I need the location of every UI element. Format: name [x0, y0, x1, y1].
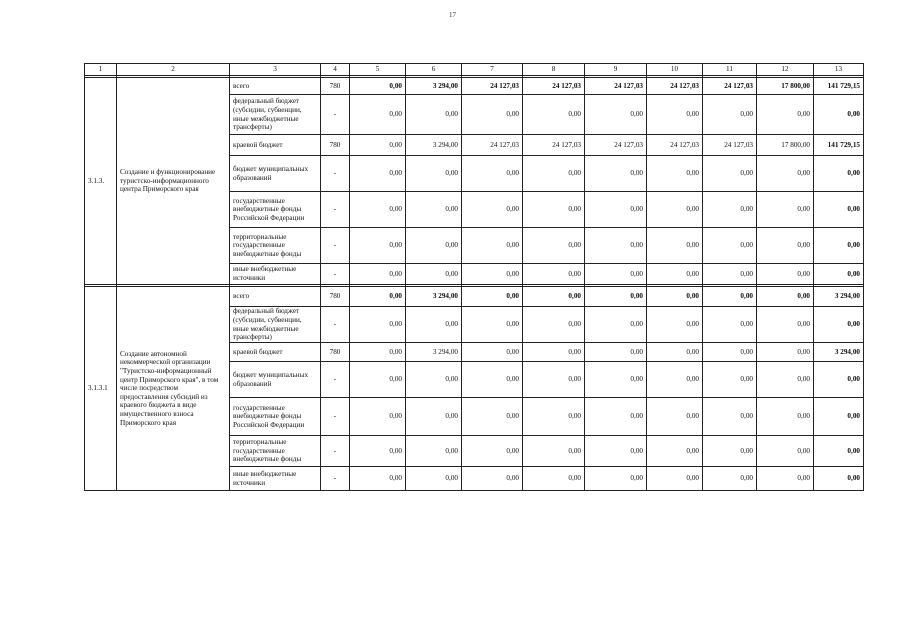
funding-source: всего: [230, 287, 321, 307]
year-amount: 0,00: [350, 343, 406, 362]
column-header: 8: [523, 64, 585, 76]
item-name: Создание автономной некоммерческой организации "Туристско-информационный центр Приморского края", в том числе посредством предоставления субсидий из краевого бюджета в виде имущественного взноса Приморского края: [117, 287, 230, 491]
year-amount: 24 127,03: [703, 78, 757, 95]
year-amount: 0,00: [523, 467, 585, 491]
year-amount: 0,00: [647, 343, 703, 362]
budget-code: -: [321, 467, 350, 491]
year-amount: 0,00: [350, 135, 406, 156]
year-amount: 0,00: [406, 156, 462, 192]
funding-source: краевой бюджет: [230, 343, 321, 362]
total-amount: 0,00: [814, 436, 864, 467]
budget-code: -: [321, 192, 350, 228]
year-amount: 0,00: [703, 264, 757, 285]
budget-code: -: [321, 156, 350, 192]
year-amount: 0,00: [462, 436, 523, 467]
funding-source: федеральный бюджет (субсидии, субвенции, иные межбюджетные трансферты): [230, 307, 321, 343]
funding-source: бюджет муниципальных образований: [230, 156, 321, 192]
year-amount: 0,00: [585, 398, 647, 436]
year-amount: 0,00: [523, 343, 585, 362]
year-amount: 0,00: [406, 436, 462, 467]
year-amount: 0,00: [585, 343, 647, 362]
year-amount: 0,00: [647, 192, 703, 228]
year-amount: 0,00: [757, 362, 814, 398]
year-amount: 0,00: [523, 264, 585, 285]
year-amount: 0,00: [585, 287, 647, 307]
year-amount: 0,00: [647, 287, 703, 307]
year-amount: 0,00: [523, 192, 585, 228]
year-amount: 0,00: [350, 307, 406, 343]
year-amount: 0,00: [585, 307, 647, 343]
year-amount: 0,00: [350, 228, 406, 264]
item-code: 3.1.3.1: [85, 287, 117, 491]
year-amount: 0,00: [703, 343, 757, 362]
column-header: 1: [85, 64, 117, 76]
year-amount: 24 127,03: [523, 78, 585, 95]
year-amount: 24 127,03: [647, 135, 703, 156]
total-amount: 0,00: [814, 156, 864, 192]
column-header: 11: [703, 64, 757, 76]
year-amount: 0,00: [757, 264, 814, 285]
year-amount: 0,00: [647, 362, 703, 398]
year-amount: 0,00: [350, 95, 406, 135]
year-amount: 0,00: [350, 156, 406, 192]
year-amount: 0,00: [647, 95, 703, 135]
year-amount: 0,00: [585, 362, 647, 398]
budget-code: -: [321, 362, 350, 398]
year-amount: 24 127,03: [647, 78, 703, 95]
year-amount: 0,00: [462, 228, 523, 264]
year-amount: 0,00: [757, 156, 814, 192]
total-amount: 0,00: [814, 192, 864, 228]
year-amount: 0,00: [523, 436, 585, 467]
total-amount: 0,00: [814, 467, 864, 491]
year-amount: 0,00: [406, 264, 462, 285]
year-amount: 0,00: [523, 95, 585, 135]
budget-code: -: [321, 307, 350, 343]
year-amount: 0,00: [350, 264, 406, 285]
year-amount: 0,00: [647, 467, 703, 491]
year-amount: 0,00: [757, 228, 814, 264]
year-amount: 0,00: [523, 307, 585, 343]
total-amount: 0,00: [814, 264, 864, 285]
year-amount: 0,00: [703, 228, 757, 264]
year-amount: 24 127,03: [523, 135, 585, 156]
budget-code: -: [321, 436, 350, 467]
column-header: 12: [757, 64, 814, 76]
total-amount: 0,00: [814, 398, 864, 436]
column-header: 3: [230, 64, 321, 76]
total-amount: 0,00: [814, 362, 864, 398]
year-amount: 0,00: [406, 307, 462, 343]
year-amount: 0,00: [406, 95, 462, 135]
total-amount: 0,00: [814, 307, 864, 343]
year-amount: 0,00: [462, 192, 523, 228]
funding-source: территориальные государственные внебюджетные фонды: [230, 228, 321, 264]
year-amount: 24 127,03: [703, 135, 757, 156]
year-amount: 0,00: [406, 467, 462, 491]
year-amount: 0,00: [406, 362, 462, 398]
year-amount: 0,00: [350, 436, 406, 467]
year-amount: 0,00: [757, 398, 814, 436]
year-amount: 0,00: [462, 156, 523, 192]
column-header: 6: [406, 64, 462, 76]
year-amount: 0,00: [703, 287, 757, 307]
funding-source: иные внебюджетные источники: [230, 467, 321, 491]
year-amount: 0,00: [523, 362, 585, 398]
year-amount: 3 294,00: [406, 287, 462, 307]
budget-code: 780: [321, 343, 350, 362]
year-amount: 0,00: [647, 436, 703, 467]
year-amount: 0,00: [523, 287, 585, 307]
year-amount: 0,00: [703, 398, 757, 436]
year-amount: 0,00: [757, 436, 814, 467]
year-amount: 0,00: [647, 228, 703, 264]
funding-source: бюджет муниципальных образований: [230, 362, 321, 398]
year-amount: 0,00: [703, 95, 757, 135]
year-amount: 0,00: [703, 307, 757, 343]
year-amount: 0,00: [647, 264, 703, 285]
year-amount: 0,00: [462, 398, 523, 436]
funding-source: федеральный бюджет (субсидии, субвенции, иные межбюджетные трансферты): [230, 95, 321, 135]
year-amount: 0,00: [585, 228, 647, 264]
year-amount: 0,00: [757, 287, 814, 307]
year-amount: 0,00: [703, 156, 757, 192]
year-amount: 24 127,03: [585, 78, 647, 95]
year-amount: 0,00: [462, 95, 523, 135]
year-amount: 0,00: [757, 192, 814, 228]
year-amount: 0,00: [585, 467, 647, 491]
year-amount: 24 127,03: [462, 135, 523, 156]
total-amount: 0,00: [814, 95, 864, 135]
total-amount: 3 294,00: [814, 343, 864, 362]
page-number: 17: [449, 11, 456, 19]
funding-source: всего: [230, 78, 321, 95]
year-amount: 0,00: [350, 78, 406, 95]
column-header: 5: [350, 64, 406, 76]
year-amount: 17 800,00: [757, 135, 814, 156]
table-row: [85, 78, 864, 95]
year-amount: 0,00: [523, 398, 585, 436]
year-amount: 3 294,00: [406, 343, 462, 362]
year-amount: 0,00: [585, 264, 647, 285]
year-amount: 0,00: [406, 228, 462, 264]
column-header: 2: [117, 64, 230, 76]
year-amount: 0,00: [757, 467, 814, 491]
year-amount: 0,00: [585, 95, 647, 135]
year-amount: 0,00: [350, 192, 406, 228]
year-amount: 0,00: [647, 307, 703, 343]
year-amount: 0,00: [703, 192, 757, 228]
budget-code: -: [321, 95, 350, 135]
funding-source: территориальные государственные внебюджетные фонды: [230, 436, 321, 467]
item-code: 3.1.3.: [85, 78, 117, 285]
year-amount: 3 294,00: [406, 135, 462, 156]
funding-source: краевой бюджет: [230, 135, 321, 156]
column-header: 13: [814, 64, 864, 76]
budget-code: 780: [321, 287, 350, 307]
year-amount: 0,00: [703, 467, 757, 491]
year-amount: 0,00: [462, 307, 523, 343]
column-header: 10: [647, 64, 703, 76]
year-amount: 0,00: [523, 228, 585, 264]
year-amount: 0,00: [350, 467, 406, 491]
year-amount: 0,00: [647, 398, 703, 436]
budget-table: [84, 63, 864, 491]
total-amount: 141 729,15: [814, 135, 864, 156]
year-amount: 24 127,03: [585, 135, 647, 156]
year-amount: 0,00: [585, 436, 647, 467]
year-amount: 0,00: [757, 307, 814, 343]
year-amount: 0,00: [406, 192, 462, 228]
header-row: [85, 64, 864, 76]
table-row: [85, 287, 864, 307]
year-amount: 0,00: [406, 398, 462, 436]
year-amount: 0,00: [703, 362, 757, 398]
year-amount: 0,00: [462, 362, 523, 398]
year-amount: 0,00: [757, 95, 814, 135]
item-name: Создание и функционирование туристско-информационного центра Приморского края: [117, 78, 230, 285]
year-amount: 3 294,00: [406, 78, 462, 95]
budget-code: -: [321, 228, 350, 264]
total-amount: 141 729,15: [814, 78, 864, 95]
budget-code: 780: [321, 135, 350, 156]
funding-source: государственные внебюджетные фонды Российской Федерации: [230, 398, 321, 436]
column-header: 4: [321, 64, 350, 76]
year-amount: 0,00: [462, 264, 523, 285]
year-amount: 0,00: [585, 192, 647, 228]
year-amount: 24 127,03: [462, 78, 523, 95]
budget-code: 780: [321, 78, 350, 95]
year-amount: 17 800,00: [757, 78, 814, 95]
year-amount: 0,00: [462, 467, 523, 491]
year-amount: 0,00: [585, 156, 647, 192]
year-amount: 0,00: [703, 436, 757, 467]
year-amount: 0,00: [523, 156, 585, 192]
year-amount: 0,00: [350, 287, 406, 307]
year-amount: 0,00: [757, 343, 814, 362]
year-amount: 0,00: [647, 156, 703, 192]
column-header: 9: [585, 64, 647, 76]
year-amount: 0,00: [462, 343, 523, 362]
budget-code: -: [321, 264, 350, 285]
year-amount: 0,00: [350, 398, 406, 436]
total-amount: 3 294,00: [814, 287, 864, 307]
year-amount: 0,00: [350, 362, 406, 398]
year-amount: 0,00: [462, 287, 523, 307]
total-amount: 0,00: [814, 228, 864, 264]
funding-source: государственные внебюджетные фонды Российской Федерации: [230, 192, 321, 228]
column-header: 7: [462, 64, 523, 76]
budget-code: -: [321, 398, 350, 436]
funding-source: иные внебюджетные источники: [230, 264, 321, 285]
